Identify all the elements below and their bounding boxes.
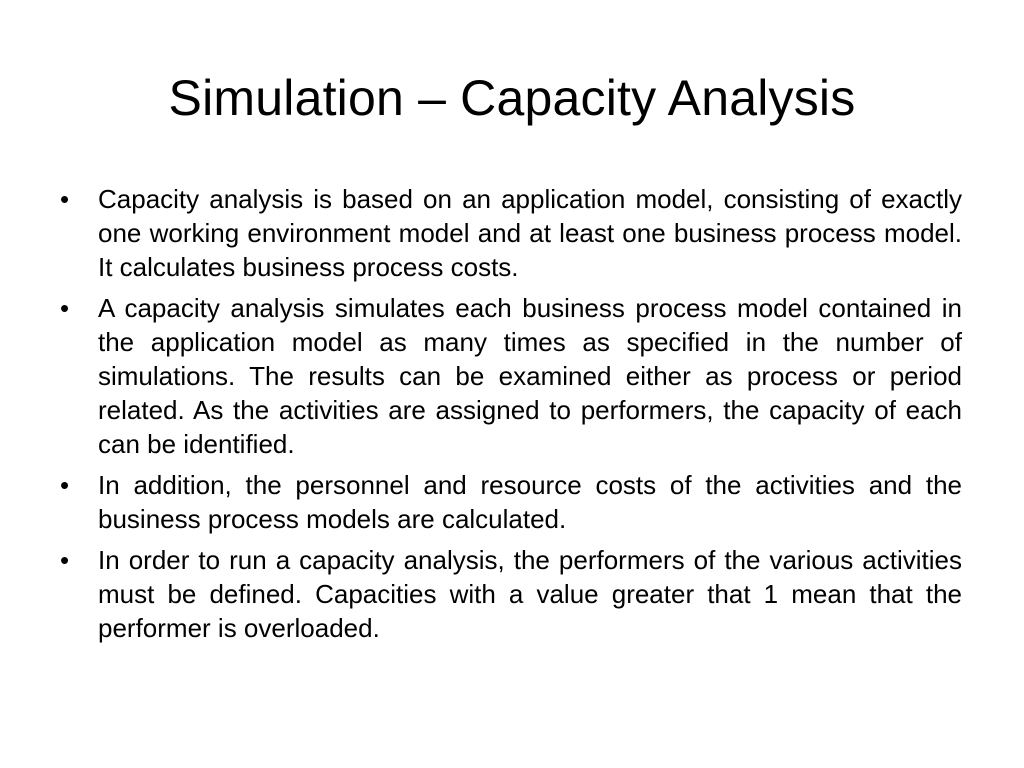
slide-title: Simulation – Capacity Analysis bbox=[168, 70, 856, 126]
bullet-item-2 bbox=[56, 291, 962, 461]
bullet-dot-icon: • bbox=[60, 470, 70, 500]
bullet-item-1 bbox=[56, 182, 962, 284]
bullet-text: In addition, the personnel and resource costs of the activities and the business process models are calculated. bbox=[98, 470, 962, 534]
bullet-list bbox=[56, 182, 962, 652]
bullet-dot-icon: • bbox=[60, 545, 70, 575]
bullet-dot-icon: • bbox=[60, 293, 70, 323]
bullet-dot-icon: • bbox=[60, 184, 70, 214]
bullet-text: In order to run a capacity analysis, the performers of the various activities must be defined. Capacities with a value greater that 1 mean that the performer is overloaded. bbox=[98, 545, 962, 643]
bullet-item-4 bbox=[56, 543, 962, 645]
bullet-item-3 bbox=[56, 468, 962, 536]
bullet-text: A capacity analysis simulates each business process model contained in the application model as many times as specified in the number of simulations. The results can be examined either as process or period related. As the activities are assigned to performers, the capacity of each can be identified. bbox=[98, 293, 962, 459]
bullet-text: Capacity analysis is based on an application model, consisting of exactly one working environment model and at least one business process model. It calculates business process costs. bbox=[98, 184, 962, 282]
